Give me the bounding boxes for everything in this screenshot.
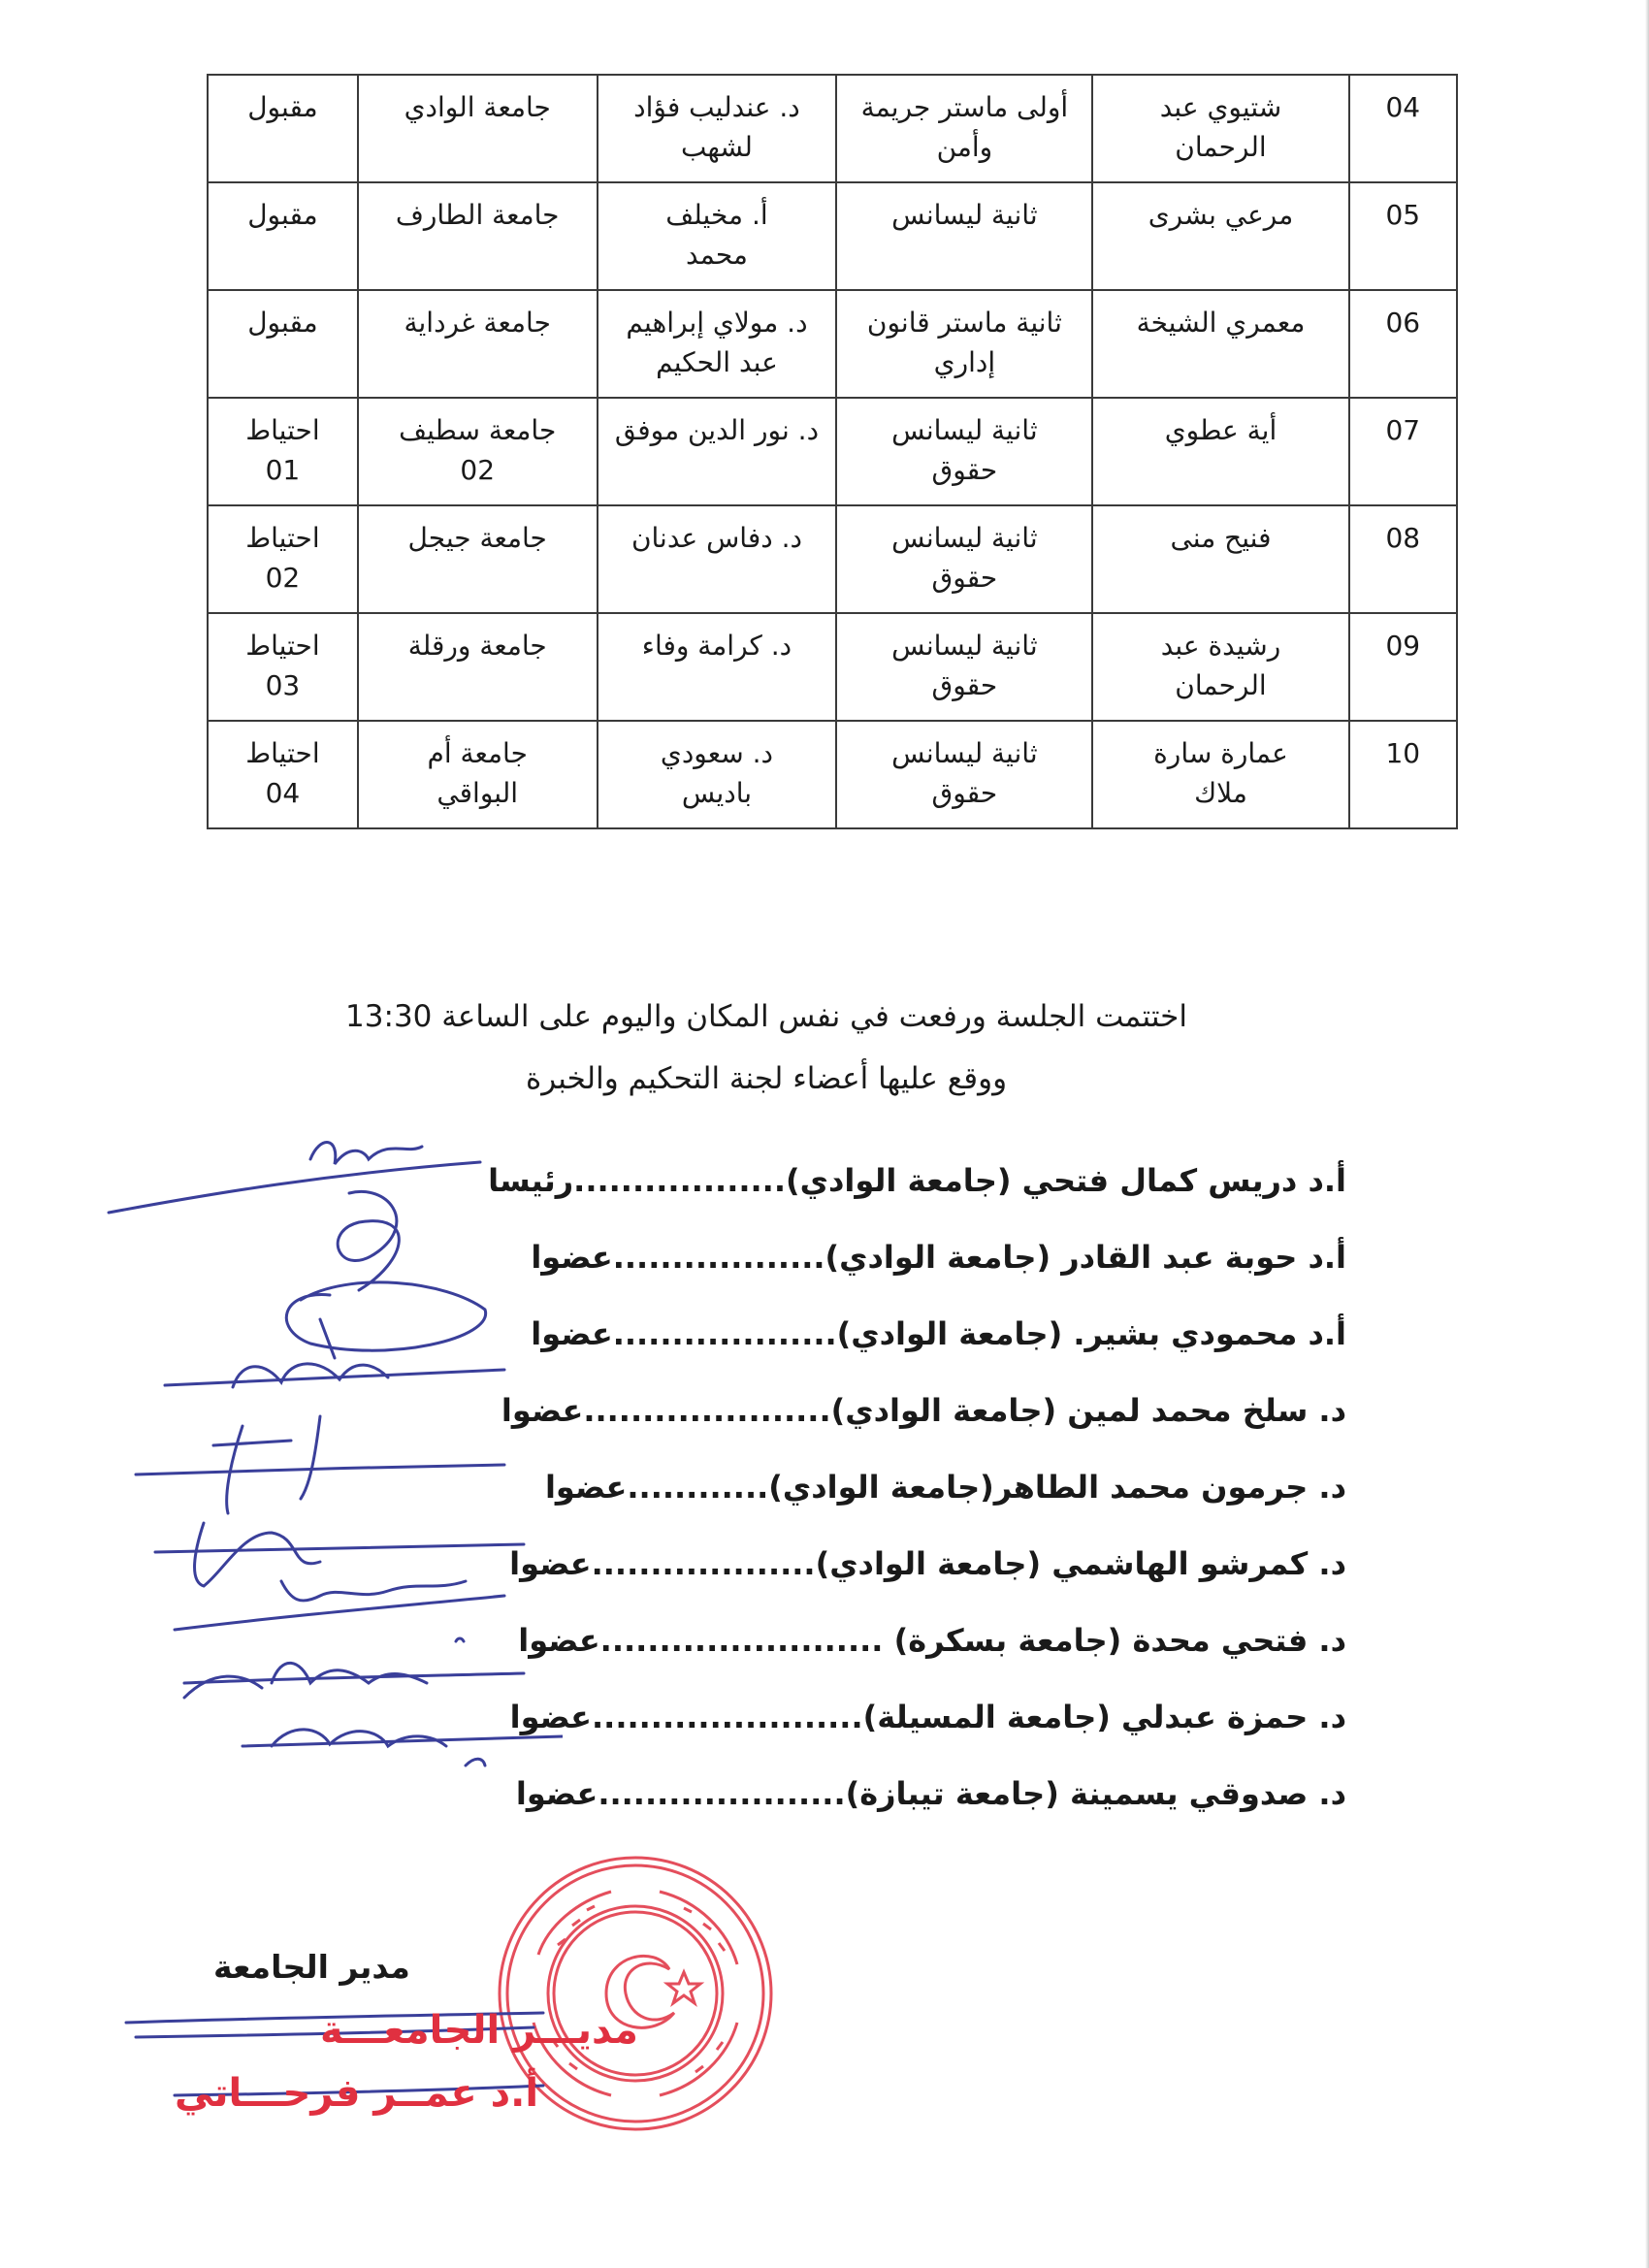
supervisor-cell — [598, 721, 837, 828]
student-name: معمري الشيخة — [1136, 307, 1306, 339]
row-number: 05 — [1385, 199, 1421, 231]
study-level: ثانية ماستر قانون إداري — [866, 307, 1062, 379]
student-name-cell — [1092, 505, 1348, 613]
status: مقبول — [247, 91, 318, 123]
status: احتياط 02 — [245, 522, 320, 595]
row-number-cell — [1349, 290, 1457, 398]
row-number: 06 — [1385, 307, 1421, 339]
supervisor: أ. مخيلف محمد — [665, 199, 768, 272]
row-number: 09 — [1385, 630, 1421, 662]
table-row — [208, 75, 1457, 182]
committee-member: أ.د حوبة عبد القادر (جامعة الوادي)..................عضوا — [531, 1239, 1346, 1276]
study-level: ثانية ليسانس حقوق — [891, 522, 1038, 595]
committee-member: أ.د محمودي بشير. (جامعة الوادي)...................عضوا — [531, 1315, 1346, 1352]
director-title: مدير الجامعة — [213, 1948, 410, 1986]
student-name-cell — [1092, 75, 1348, 182]
student-name: أية عطوي — [1164, 414, 1277, 446]
signature-1 — [109, 1143, 480, 1213]
status-cell — [208, 721, 358, 828]
committee-member: د. سلخ محمد لمين (جامعة الوادي).....................عضوا — [501, 1392, 1346, 1429]
supervisor-cell — [598, 613, 837, 721]
closing-line-2: ووقع عليها أعضاء لجنة التحكيم والخبرة — [525, 1061, 1008, 1096]
table-row — [208, 290, 1457, 398]
results-table — [207, 74, 1458, 829]
university: جامعة الطارف — [395, 199, 560, 231]
page-edge — [1645, 0, 1649, 2268]
status-cell — [208, 398, 358, 505]
committee-member: د. جرمون محمد الطاهر(جامعة الوادي)............عضوا — [544, 1469, 1346, 1506]
supervisor: د. دفاس عدنان — [630, 522, 802, 554]
row-number: 08 — [1385, 522, 1421, 554]
university-cell — [358, 505, 598, 613]
table-row — [208, 182, 1457, 290]
signature-5 — [136, 1416, 504, 1513]
status: مقبول — [247, 199, 318, 231]
study-level-cell — [836, 721, 1092, 828]
study-level-cell — [836, 182, 1092, 290]
study-level: أولى ماستر جريمة وأمن — [860, 91, 1069, 164]
status-cell — [208, 290, 358, 398]
signature-8 — [184, 1663, 524, 1698]
signature-7 — [175, 1581, 504, 1641]
supervisor: د. كرامة وفاء — [641, 630, 792, 662]
row-number-cell — [1349, 721, 1457, 828]
university-cell — [358, 290, 598, 398]
student-name: فنيح منى — [1170, 522, 1272, 554]
status-cell — [208, 182, 358, 290]
committee-member: د. كمرشو الهاشمي (جامعة الوادي)...................عضوا — [509, 1545, 1346, 1582]
student-name: مرعي بشرى — [1148, 199, 1294, 231]
university-cell — [358, 75, 598, 182]
student-name: عمارة سارة ملاك — [1153, 737, 1288, 810]
study-level: ثانية ليسانس — [891, 199, 1038, 231]
student-name: رشيدة عبد الرحمان — [1160, 630, 1281, 702]
university-cell — [358, 613, 598, 721]
university: جامعة جيجل — [407, 522, 547, 554]
university: جامعة الوادي — [404, 91, 551, 123]
university-cell — [358, 182, 598, 290]
study-level-cell — [836, 290, 1092, 398]
university: جامعة ورقلة — [407, 630, 547, 662]
student-name-cell — [1092, 182, 1348, 290]
student-name-cell — [1092, 721, 1348, 828]
signature-3 — [286, 1282, 485, 1358]
row-number: 04 — [1385, 91, 1421, 123]
supervisor: د. عندليب فؤاد لشهب — [633, 91, 800, 164]
supervisor: د. سعودي باديس — [660, 737, 773, 810]
student-name: شتيوي عبد الرحمان — [1159, 91, 1282, 164]
study-level-cell — [836, 75, 1092, 182]
row-number: 07 — [1385, 414, 1421, 446]
closing-line-1: اختتمت الجلسة ورفعت في نفس المكان واليوم على الساعة 13:30 — [345, 999, 1187, 1034]
study-level: ثانية ليسانس حقوق — [891, 737, 1038, 810]
committee-member: د. فتحي محدة (جامعة بسكرة) ........................عضوا — [518, 1622, 1346, 1659]
status-cell — [208, 505, 358, 613]
student-name-cell — [1092, 398, 1348, 505]
supervisor-cell — [598, 182, 837, 290]
supervisor: د. نور الدين موفق — [614, 414, 820, 446]
table-row — [208, 613, 1457, 721]
row-number-cell — [1349, 182, 1457, 290]
status: مقبول — [247, 307, 318, 339]
supervisor-cell — [598, 398, 837, 505]
status-cell — [208, 613, 358, 721]
university-cell — [358, 721, 598, 828]
signature-2 — [338, 1191, 399, 1290]
committee-member: د. حمزة عبدلي (جامعة المسيلة).......................عضوا — [509, 1699, 1346, 1735]
student-name-cell — [1092, 290, 1348, 398]
supervisor-cell — [598, 75, 837, 182]
director-stamp-name: أ.د عمــر فرحـــاتي — [175, 2071, 539, 2116]
table-row — [208, 398, 1457, 505]
study-level-cell — [836, 398, 1092, 505]
supervisor-cell — [598, 505, 837, 613]
signature-9 — [242, 1730, 563, 1766]
row-number-cell — [1349, 398, 1457, 505]
row-number-cell — [1349, 505, 1457, 613]
university-cell — [358, 398, 598, 505]
university: جامعة أم البواقي — [427, 737, 528, 810]
committee-member: أ.د دريس كمال فتحي (جامعة الوادي)..................رئيسا — [488, 1162, 1346, 1199]
status: احتياط 03 — [245, 630, 320, 702]
row-number-cell — [1349, 75, 1457, 182]
university: جامعة غرداية — [404, 307, 551, 339]
signature-6 — [155, 1523, 524, 1586]
committee-member: د. صدوقي يسمينة (جامعة تيبازة).....................عضوا — [515, 1775, 1346, 1812]
supervisor: د. مولاي إبراهيم عبد الحكيم — [626, 307, 808, 379]
study-level: ثانية ليسانس حقوق — [891, 414, 1038, 487]
table-row — [208, 505, 1457, 613]
row-number-cell — [1349, 613, 1457, 721]
study-level-cell — [836, 505, 1092, 613]
supervisor-cell — [598, 290, 837, 398]
study-level: ثانية ليسانس حقوق — [891, 630, 1038, 702]
director-stamp-title: مديـــر الجامعـــة — [320, 2008, 638, 2053]
signatures — [97, 1125, 563, 1863]
status-cell — [208, 75, 358, 182]
table-row — [208, 721, 1457, 828]
student-name-cell — [1092, 613, 1348, 721]
status: احتياط 01 — [245, 414, 320, 487]
row-number: 10 — [1385, 737, 1421, 769]
university: جامعة سطيف 02 — [399, 414, 557, 487]
study-level-cell — [836, 613, 1092, 721]
signature-4 — [165, 1364, 504, 1387]
status: احتياط 04 — [245, 737, 320, 810]
